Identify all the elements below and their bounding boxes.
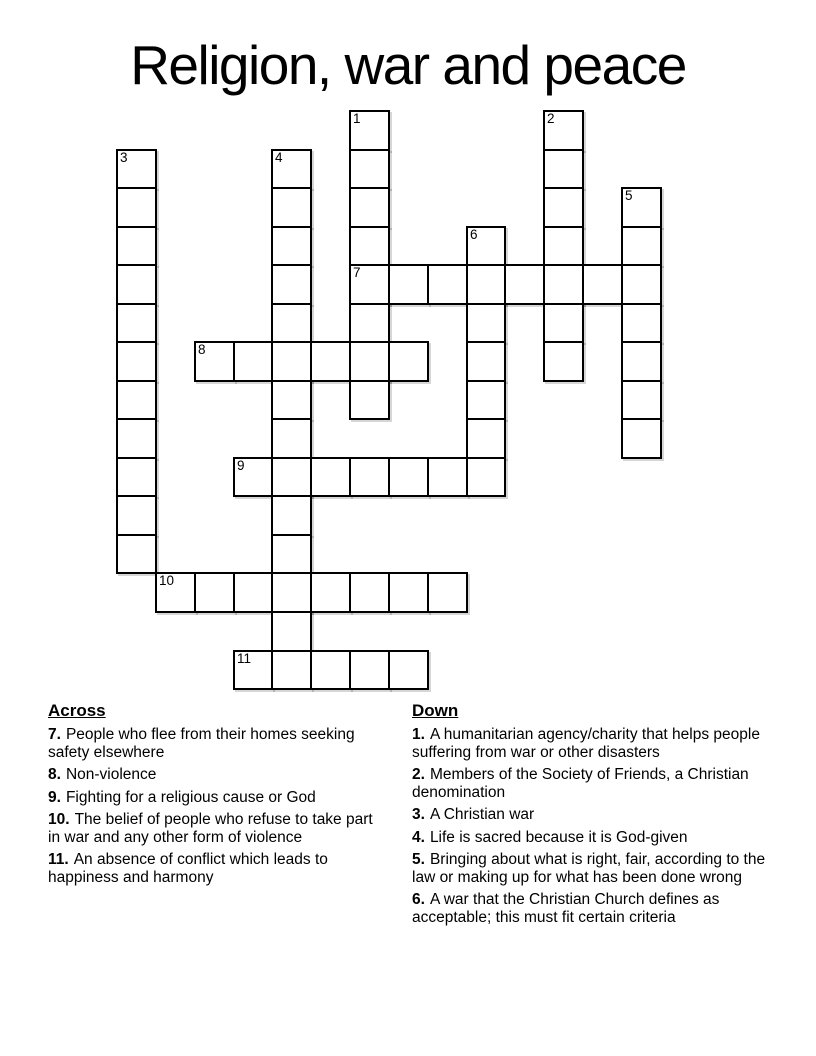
across-heading: Across xyxy=(48,701,106,720)
grid-cell[interactable] xyxy=(116,341,157,382)
grid-cell[interactable] xyxy=(116,495,157,536)
grid-cell[interactable] xyxy=(271,226,312,266)
grid-cell[interactable] xyxy=(388,341,429,382)
clue-text: A Christian war xyxy=(429,806,535,823)
grid-cell[interactable] xyxy=(349,303,390,343)
grid-cell[interactable] xyxy=(349,380,390,420)
clue-text: A war that the Christian Church defines as acceptable; this must fit certain criteria xyxy=(412,891,720,926)
grid-cell[interactable] xyxy=(310,341,351,382)
grid-cell[interactable] xyxy=(155,572,196,613)
cell-number: 7 xyxy=(353,265,361,280)
clue-text: A humanitarian agency/charity that helps people suffering from war or other disasters xyxy=(412,726,760,761)
grid-cell[interactable] xyxy=(543,303,584,343)
clue-item xyxy=(48,766,388,784)
clue-text: Bringing about what is right, fair, according to the law or making up for what has been done wrong xyxy=(412,851,766,886)
grid-cell[interactable] xyxy=(427,457,468,497)
grid-cell[interactable] xyxy=(271,495,312,536)
grid-cell[interactable] xyxy=(271,457,312,497)
clue-item xyxy=(48,811,388,846)
grid-cell[interactable] xyxy=(116,534,157,574)
grid-cell[interactable] xyxy=(310,650,351,690)
grid-cell[interactable] xyxy=(349,226,390,266)
down-clues-section xyxy=(412,701,769,931)
grid-cell[interactable] xyxy=(466,457,506,497)
grid-cell[interactable] xyxy=(582,264,623,305)
clue-item xyxy=(412,851,769,886)
grid-cell[interactable] xyxy=(349,341,390,382)
clue-number: 2. xyxy=(412,766,425,783)
grid-cell[interactable] xyxy=(349,149,390,189)
grid-cell[interactable] xyxy=(271,341,312,382)
grid-cell[interactable] xyxy=(543,187,584,228)
grid-cell[interactable] xyxy=(543,264,584,305)
grid-cell[interactable] xyxy=(621,418,662,459)
grid-cell[interactable] xyxy=(116,187,157,228)
clue-item xyxy=(412,806,769,824)
clue-text: Members of the Society of Friends, a Christian denomination xyxy=(412,766,749,801)
grid-cell[interactable] xyxy=(271,149,312,189)
grid-cell[interactable] xyxy=(349,264,390,305)
clue-number: 9. xyxy=(48,788,61,806)
down-heading: Down xyxy=(412,701,459,720)
grid-cell[interactable] xyxy=(388,650,429,690)
clue-text: Fighting for a religious cause or God xyxy=(65,788,316,806)
grid-cell[interactable] xyxy=(621,341,662,382)
grid-cell[interactable] xyxy=(271,650,312,690)
clue-number: 1. xyxy=(412,726,425,743)
across-clue-list xyxy=(48,726,388,886)
clue-number: 7. xyxy=(48,726,61,743)
clue-number: 11. xyxy=(48,851,69,868)
grid-cell[interactable] xyxy=(116,380,157,420)
grid-cell[interactable] xyxy=(388,457,429,497)
grid-cell[interactable] xyxy=(271,187,312,228)
grid-cell[interactable] xyxy=(543,110,584,151)
grid-cell[interactable] xyxy=(194,341,235,382)
grid-cell[interactable] xyxy=(271,418,312,459)
grid-cell[interactable] xyxy=(116,303,157,343)
cell-number: 1 xyxy=(353,111,361,126)
grid-cell[interactable] xyxy=(116,457,157,497)
grid-cell[interactable] xyxy=(116,149,157,189)
grid-cell[interactable] xyxy=(349,187,390,228)
grid-cell[interactable] xyxy=(271,264,312,305)
grid-cell[interactable] xyxy=(233,572,273,613)
grid-cell[interactable] xyxy=(621,226,662,266)
cell-number: 3 xyxy=(120,150,128,165)
clue-text: People who flee from their homes seeking safety elsewhere xyxy=(48,726,355,761)
grid-cell[interactable] xyxy=(388,264,429,305)
clue-text: An absence of conflict which leads to happiness and harmony xyxy=(48,851,328,886)
grid-cell[interactable] xyxy=(310,457,351,497)
across-clues-section xyxy=(48,701,388,891)
clue-item xyxy=(48,789,388,807)
cell-number: 8 xyxy=(198,342,206,357)
grid-cell[interactable] xyxy=(543,341,584,382)
grid-cell[interactable] xyxy=(349,457,390,497)
cell-number: 9 xyxy=(237,458,245,473)
clue-text: The belief of people who refuse to take part in war and any other form of violence xyxy=(48,811,373,846)
cell-number: 4 xyxy=(275,150,283,165)
grid-cell[interactable] xyxy=(466,303,506,343)
clue-number: 4. xyxy=(412,828,425,846)
grid-cell[interactable] xyxy=(349,650,390,690)
clue-item xyxy=(412,829,769,847)
clue-number: 6. xyxy=(412,891,425,908)
grid-cell[interactable] xyxy=(233,457,273,497)
grid-cell[interactable] xyxy=(543,226,584,266)
grid-cell[interactable] xyxy=(427,264,468,305)
clue-number: 8. xyxy=(48,766,61,783)
grid-cell[interactable] xyxy=(349,572,390,613)
grid-cell[interactable] xyxy=(543,149,584,189)
grid-cell[interactable] xyxy=(116,418,157,459)
clue-text: Non-violence xyxy=(65,766,157,783)
cell-number: 6 xyxy=(470,227,478,242)
grid-cell[interactable] xyxy=(504,264,545,305)
cell-number: 10 xyxy=(159,573,175,588)
grid-cell[interactable] xyxy=(271,611,312,652)
grid-cell[interactable] xyxy=(466,341,506,382)
grid-cell[interactable] xyxy=(233,650,273,690)
grid-cell[interactable] xyxy=(116,226,157,266)
grid-cell[interactable] xyxy=(466,226,506,266)
grid-cell[interactable] xyxy=(621,303,662,343)
grid-cell[interactable] xyxy=(427,572,468,613)
grid-cell[interactable] xyxy=(271,380,312,420)
grid-cell[interactable] xyxy=(349,110,390,151)
cell-number: 11 xyxy=(237,651,252,666)
grid-cell[interactable] xyxy=(194,572,235,613)
grid-cell[interactable] xyxy=(466,418,506,459)
grid-cell[interactable] xyxy=(388,572,429,613)
clue-number: 10. xyxy=(48,811,70,828)
grid-cell[interactable] xyxy=(116,264,157,305)
clue-item xyxy=(48,726,388,761)
grid-cell[interactable] xyxy=(271,303,312,343)
clue-text: Life is sacred because it is God-given xyxy=(429,828,688,846)
grid-cell[interactable] xyxy=(271,572,312,613)
clue-item xyxy=(48,851,388,886)
clue-number: 5. xyxy=(412,851,425,868)
cell-number: 2 xyxy=(547,111,555,126)
grid-cell[interactable] xyxy=(621,187,662,228)
grid-cell[interactable] xyxy=(310,572,351,613)
grid-cell[interactable] xyxy=(466,380,506,420)
grid-cell[interactable] xyxy=(271,534,312,574)
grid-cell[interactable] xyxy=(466,264,506,305)
clue-number: 3. xyxy=(412,806,425,823)
grid-cell[interactable] xyxy=(621,264,662,305)
grid-cell[interactable] xyxy=(233,341,273,382)
down-clue-list xyxy=(412,726,769,926)
clue-item xyxy=(412,766,769,801)
cell-number: 5 xyxy=(625,188,633,203)
clue-item xyxy=(412,891,769,926)
clue-item xyxy=(412,726,769,761)
grid-cell[interactable] xyxy=(621,380,662,420)
puzzle-title: Religion, war and peace xyxy=(130,34,686,96)
